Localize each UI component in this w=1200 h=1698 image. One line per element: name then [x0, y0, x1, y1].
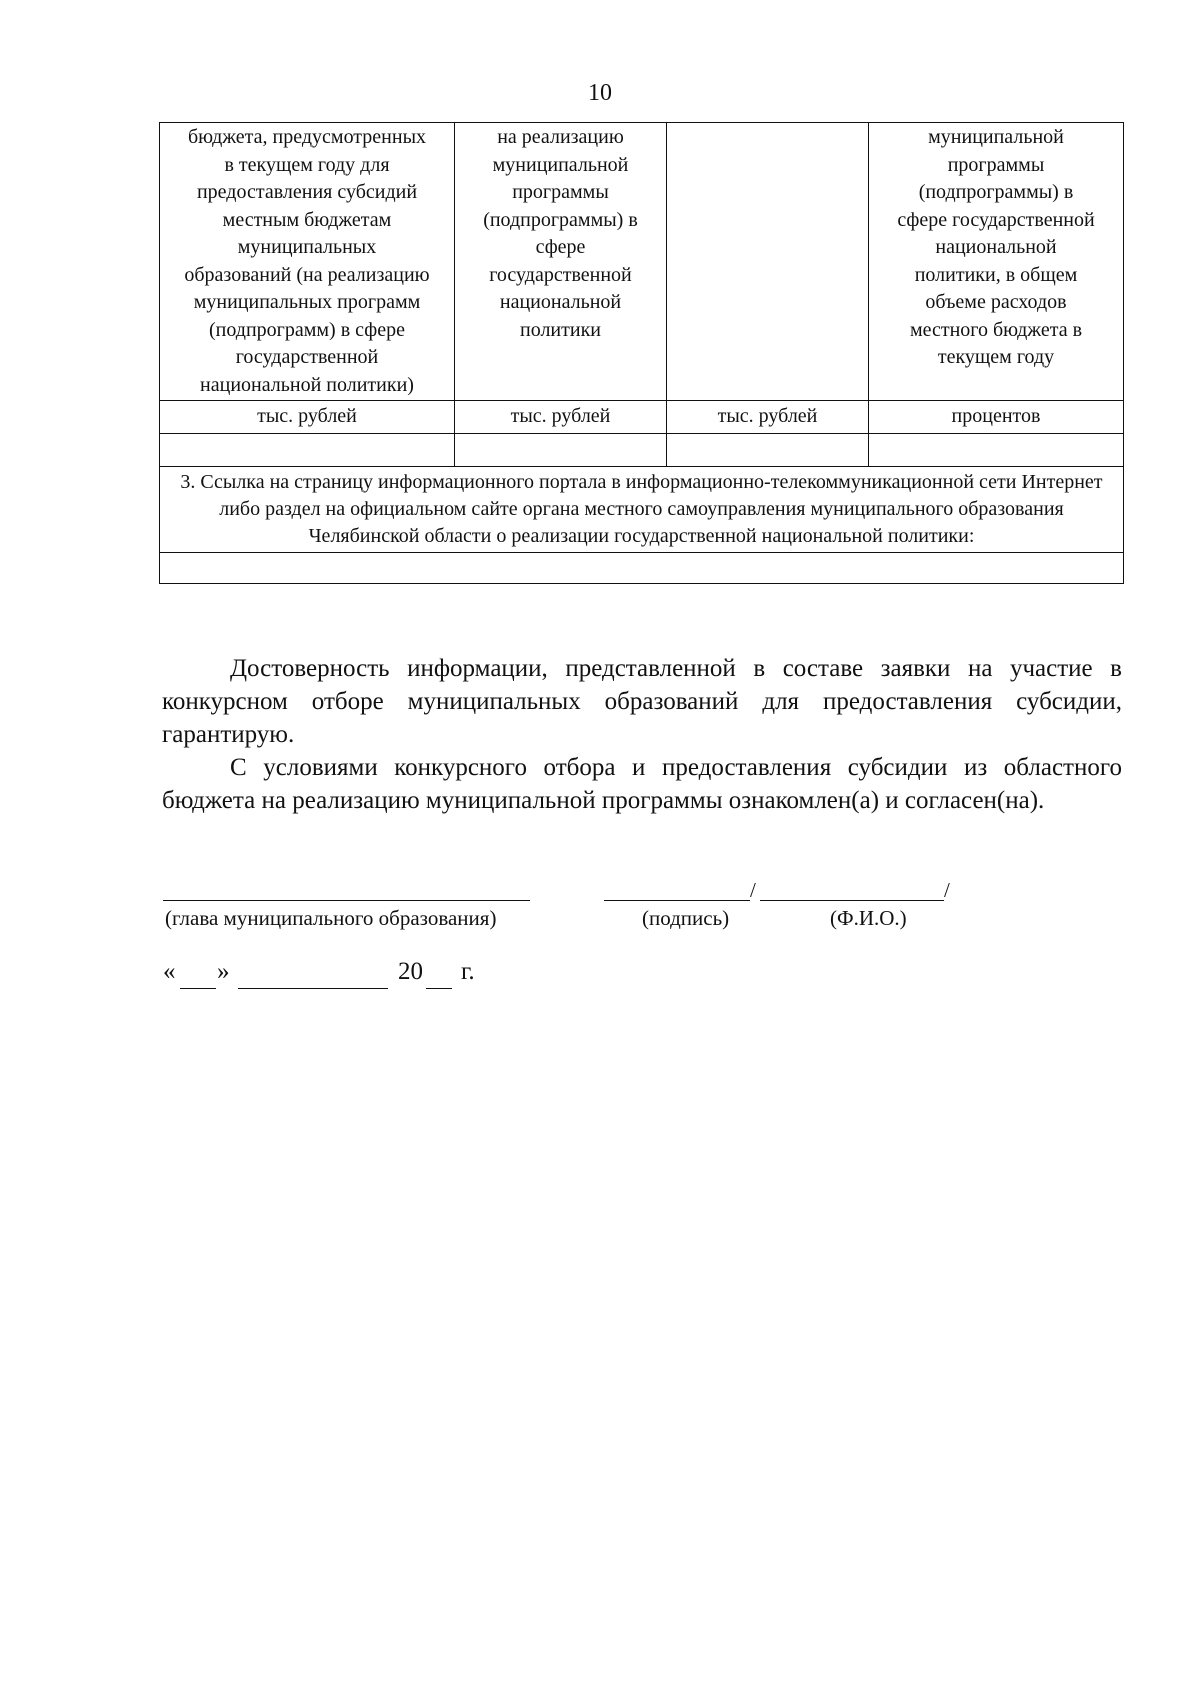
application-table: [159, 122, 1124, 584]
value-cell[interactable]: [455, 434, 667, 467]
table-values-row: [160, 434, 1124, 467]
month-field[interactable]: [238, 988, 388, 989]
table-header-cell: на реализацию муниципальной программы (подпрограммы) в сфере государственной национальной политики: [455, 123, 667, 401]
section3-value-row: [160, 553, 1124, 584]
table-header-cell: муниципальной программы (подпрограммы) в сфере государственной национальной политики, в общем объеме расходов местного бюджета в текущем году: [869, 123, 1124, 401]
section3-text: 3. Ссылка на страницу информационного портала в информационно-телекоммуникационной сети Интернет либо раздел на официальном сайте органа местного самоуправления муниципального образования Челябинской области о реализации государственной национальной политики:: [160, 467, 1124, 553]
year-prefix: 20: [398, 958, 423, 985]
table-header-row: [160, 123, 1124, 401]
table-units-row: [160, 401, 1124, 434]
section3-value-cell[interactable]: [160, 553, 1124, 584]
sign-label: (подпись): [642, 906, 730, 930]
unit-cell: тыс. рублей: [667, 401, 869, 434]
name-label: (Ф.И.О.): [830, 906, 907, 930]
year-field[interactable]: [426, 988, 452, 989]
value-cell[interactable]: [667, 434, 869, 467]
unit-cell: процентов: [869, 401, 1124, 434]
value-cell[interactable]: [869, 434, 1124, 467]
head-label: (глава муниципального образования): [165, 906, 497, 930]
day-field[interactable]: [180, 988, 216, 989]
table-header-cell: [667, 123, 869, 401]
year-suffix: г.: [461, 958, 475, 985]
unit-cell: тыс. рублей: [455, 401, 667, 434]
value-cell[interactable]: [160, 434, 455, 467]
consent-paragraph: С условиями конкурсного отбора и предоставления субсидии из областного бюджета на реализацию муниципальной программы ознакомлен(а) и согласен(на).: [162, 754, 1122, 814]
unit-cell: тыс. рублей: [160, 401, 455, 434]
date-close-quote: »: [217, 958, 230, 985]
date-open-quote: «: [163, 958, 176, 985]
name-line[interactable]: [760, 900, 944, 901]
section3-row: [160, 467, 1124, 553]
page-number: 10: [588, 80, 612, 106]
head-signature-line[interactable]: [163, 900, 530, 901]
separator-slash: /: [750, 878, 756, 902]
separator-slash: /: [944, 878, 950, 902]
sign-line[interactable]: [604, 900, 750, 901]
guarantee-paragraph: Достоверность информации, представленной в составе заявки на участие в конкурсном отборе муниципальных образований для предоставления субсидии, гарантирую.: [162, 655, 1122, 748]
table-header-cell: бюджета, предусмотренных в текущем году для предоставления субсидий местным бюджетам муниципальных образований (на реализацию муниципальных программ (подпрограмм) в сфере государственной национальной политики): [160, 123, 455, 401]
